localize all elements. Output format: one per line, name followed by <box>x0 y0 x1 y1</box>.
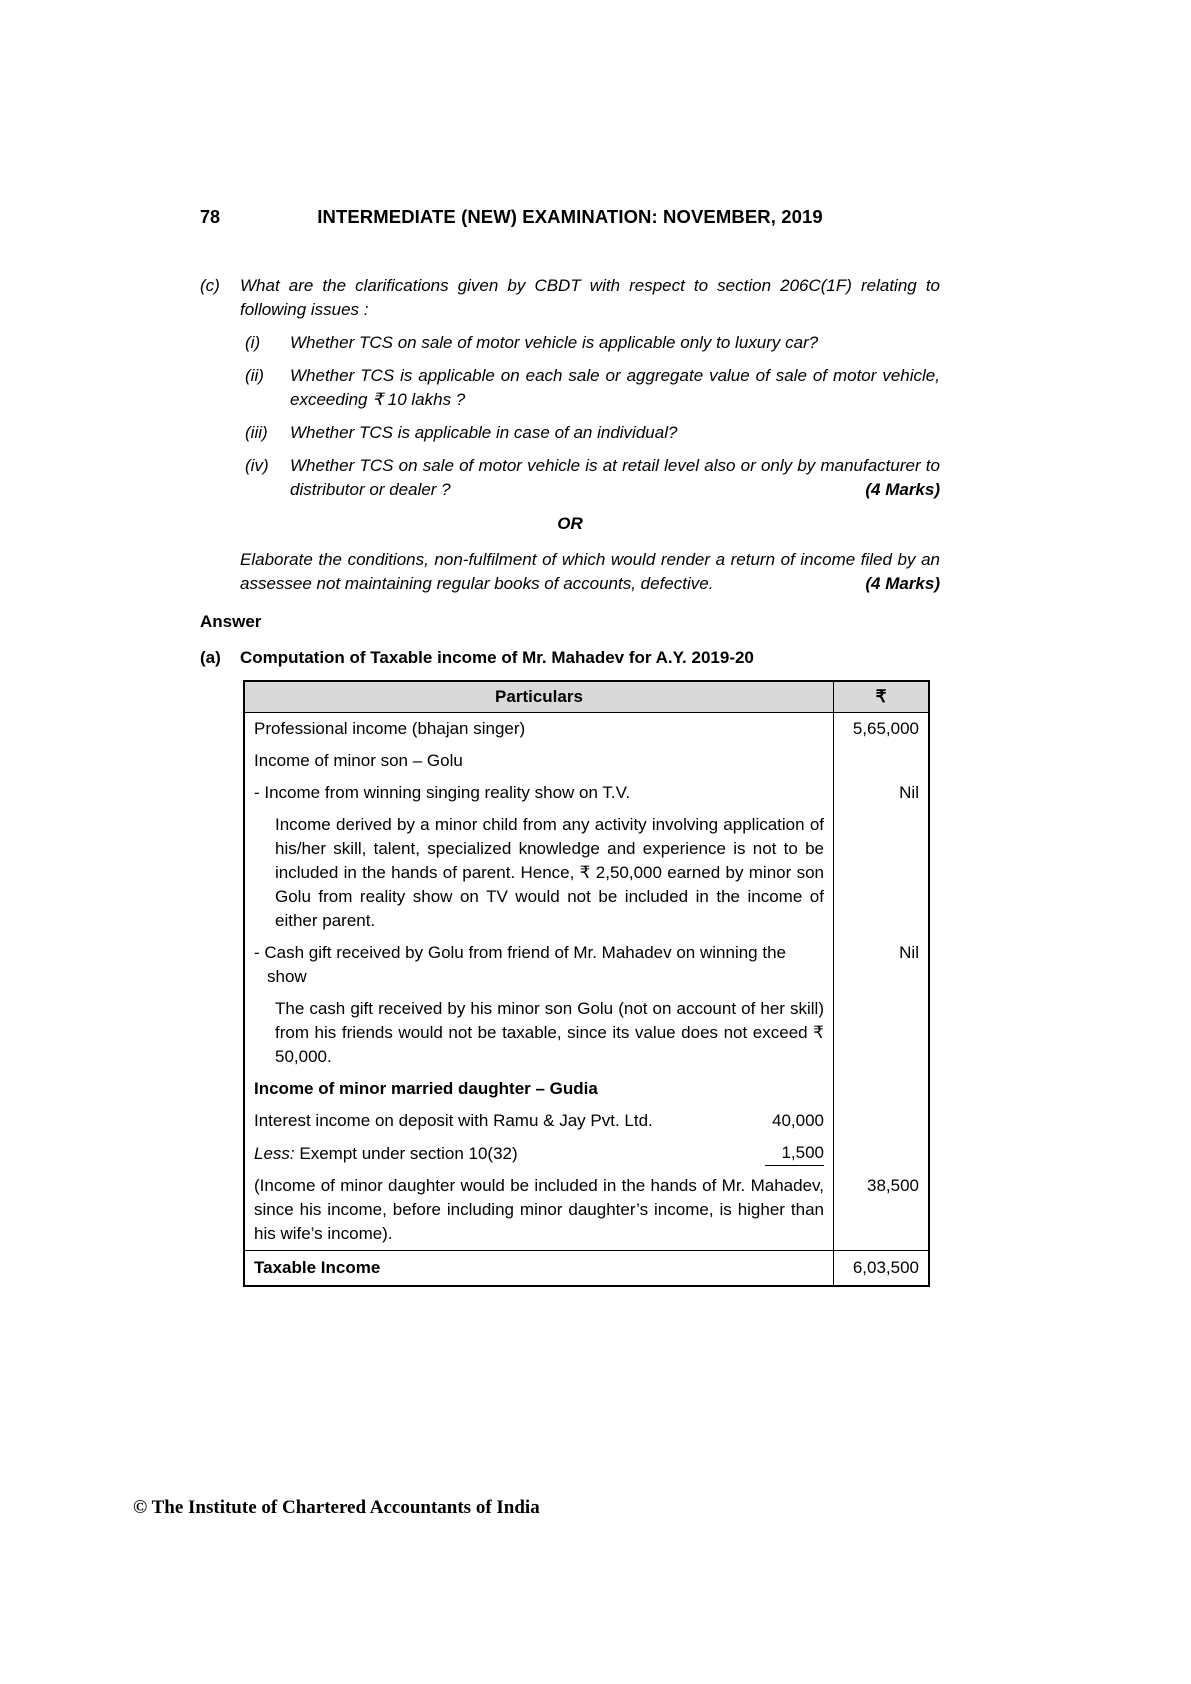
col-header-particulars: Particulars <box>245 682 834 712</box>
item-label: (ii) <box>245 366 264 385</box>
row-text-body: Exempt under section 10(32) <box>299 1144 518 1163</box>
question-item-iii <box>245 421 940 445</box>
table-row <box>245 1170 928 1250</box>
answer-heading: Answer <box>200 612 262 631</box>
question-item-i <box>245 331 940 355</box>
marks-label: (4 Marks) <box>865 574 940 593</box>
item-text-body: Whether TCS on sale of motor vehicle is at retail level also or only by manufacturer to distributor or dealer ? <box>290 456 940 499</box>
answer-part-a <box>200 646 940 670</box>
row-particulars: Income of minor son – Golu <box>245 745 834 777</box>
row-amount: Nil <box>899 783 919 802</box>
item-text: Whether TCS is applicable in case of an individual? <box>290 423 678 442</box>
item-label: (i) <box>245 333 261 352</box>
col-header-rupee: ₹ <box>875 687 887 706</box>
row-amount: Nil <box>899 943 919 962</box>
table-row <box>245 1137 928 1170</box>
row-text <box>254 1142 518 1166</box>
alt-spacer <box>200 548 240 596</box>
answer-part-title: Computation of Taxable income of Mr. Mahadev for A.Y. 2019-20 <box>240 648 754 667</box>
item-text <box>290 454 940 502</box>
row-particulars: Professional income (bhajan singer) <box>245 713 834 745</box>
or-separator: OR <box>557 514 583 533</box>
less-label: Less: <box>254 1144 295 1163</box>
question-intro: What are the clarifications given by CBDT with respect to section 206C(1F) relating to following issues : <box>240 276 940 319</box>
question-intro-row <box>200 274 940 322</box>
question-items <box>245 331 940 502</box>
total-label: Taxable Income <box>245 1251 834 1285</box>
row-amount <box>834 993 928 1073</box>
question-label: (c) <box>200 276 220 295</box>
row-explanation: Income derived by a minor child from any activity involving application of his/her skill, talent, specialized knowledge and experience is not to be included in the hands of parent. Hence, ₹ 2,50,000 earned by minor son Golu from reality show on TV would not be included in the income of either parent. <box>245 809 834 937</box>
table-row <box>245 1105 928 1137</box>
table-row <box>245 777 928 809</box>
row-inner-amount: 1,500 <box>765 1141 824 1166</box>
row-particulars: - Income from winning singing reality show on T.V. <box>245 777 834 809</box>
row-text: Interest income on deposit with Ramu & Jay Pvt. Ltd. <box>254 1111 653 1130</box>
row-inner-amount: 40,000 <box>772 1111 824 1130</box>
row-amount <box>834 745 928 777</box>
row-amount <box>834 809 928 937</box>
question-item-iv <box>245 454 940 502</box>
page-header <box>200 205 940 230</box>
row-amount <box>834 1105 928 1137</box>
page-number: 78 <box>200 207 221 227</box>
row-particulars <box>245 1137 834 1170</box>
marks-label: (4 Marks) <box>865 480 940 499</box>
copyright-footer: © The Institute of Chartered Accountants of India <box>133 1497 540 1518</box>
table-row <box>245 713 928 745</box>
header-title: INTERMEDIATE (NEW) EXAMINATION: NOVEMBER, 2019 <box>317 206 823 227</box>
computation-table <box>243 680 930 1287</box>
row-explanation: The cash gift received by his minor son Golu (not on account of her skill) from his friends would not be taxable, since its value does not exceed ₹ 50,000. <box>245 993 834 1073</box>
table-row <box>245 1073 928 1105</box>
row-explanation: (Income of minor daughter would be included in the hands of Mr. Mahadev, since his income, before including minor daughter’s income, is higher than his wife’s income). <box>245 1170 834 1250</box>
total-amount: 6,03,500 <box>852 1258 919 1277</box>
alternative-question <box>240 548 940 596</box>
table-row <box>245 745 928 777</box>
table-row <box>245 937 928 993</box>
row-subheading: Income of minor married daughter – Gudia <box>245 1073 834 1105</box>
table-row-total <box>245 1250 928 1285</box>
question-c <box>200 274 940 596</box>
table-row <box>245 993 928 1073</box>
alternative-text: Elaborate the conditions, non-fulfilment of which would render a return of income filed by an assessee not maintaining regular books of accounts, defective. <box>240 550 940 593</box>
row-particulars <box>245 1105 834 1137</box>
row-amount: 38,500 <box>867 1176 919 1195</box>
item-text: Whether TCS is applicable on each sale or aggregate value of sale of motor vehicle, exceeding ₹ 10 lakhs ? <box>290 366 940 409</box>
table-header-row <box>245 682 928 713</box>
item-label: (iii) <box>245 423 268 442</box>
table-row <box>245 809 928 937</box>
question-item-ii <box>245 364 940 412</box>
row-particulars: - Cash gift received by Golu from friend of Mr. Mahadev on winning the show <box>245 937 834 993</box>
item-label: (iv) <box>245 456 269 475</box>
row-amount: 5,65,000 <box>852 719 919 738</box>
row-amount <box>834 1073 928 1105</box>
answer-part-label: (a) <box>200 648 221 667</box>
row-amount <box>834 1137 928 1170</box>
alternative-question-row <box>200 548 940 596</box>
item-text: Whether TCS on sale of motor vehicle is applicable only to luxury car? <box>290 333 819 352</box>
